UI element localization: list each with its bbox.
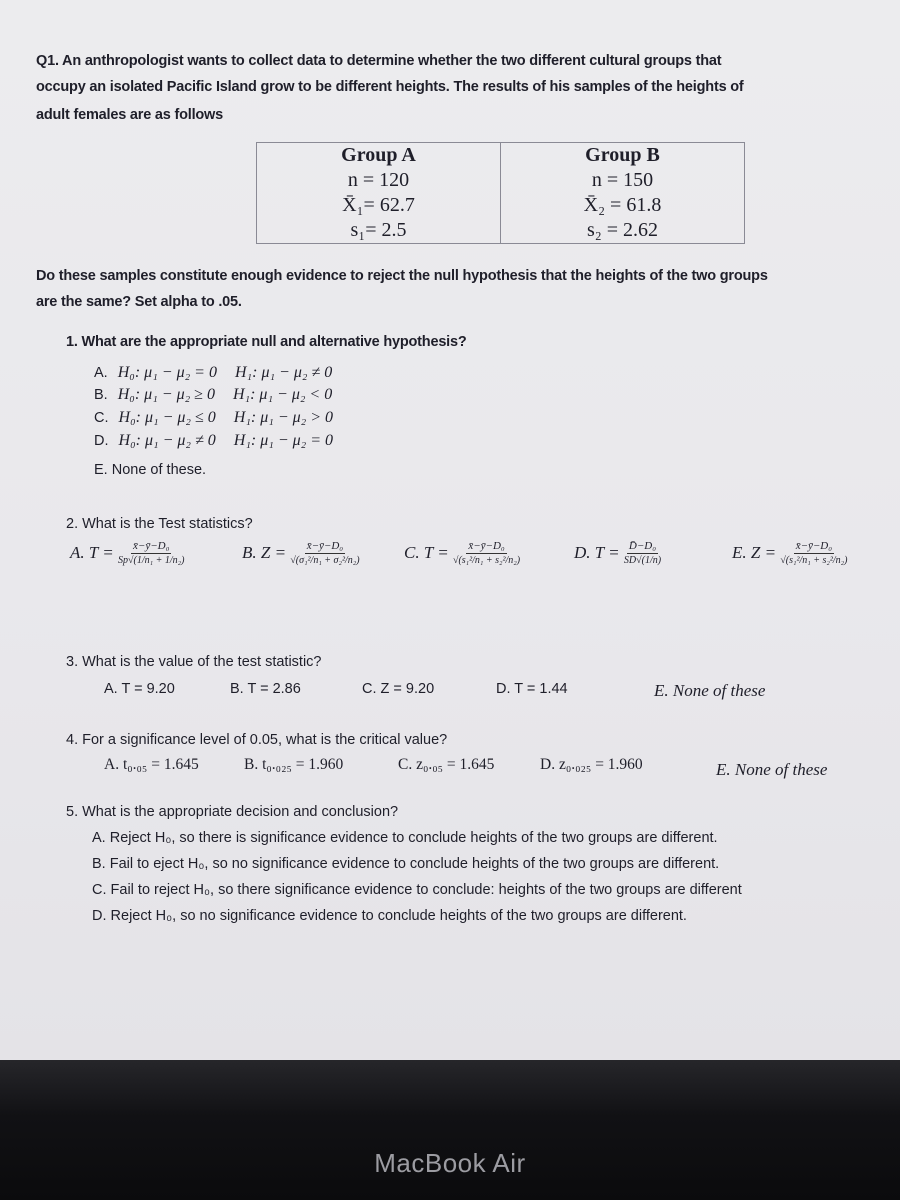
formula-numerator: x̄−ȳ−D₀ [133, 540, 170, 552]
group-a-mean: X̄₁= 62.7 [257, 193, 501, 218]
group-b-sd: s₂ = 2.62 [501, 218, 745, 244]
formula-fraction [453, 540, 520, 568]
q1-prompt: 1. What are the appropriate null and alternative hypothesis? [66, 334, 467, 350]
q4-prompt: 4. For a significance level of 0.05, what is the critical value? [66, 732, 448, 748]
sample-data-table [256, 142, 745, 244]
formula-fraction [780, 540, 847, 568]
group-a-sd: s₁= 2.5 [257, 218, 501, 244]
formula-label: B. Z = [242, 542, 287, 562]
formula-numerator: x̄−ȳ−D₀ [468, 540, 505, 552]
group-b-header: Group B [501, 143, 745, 169]
q2-prompt: 2. What is the Test statistics? [66, 516, 253, 532]
q4-option-c[interactable]: C. z₀.₀₅ = 1.645 [398, 756, 495, 773]
q5-prompt: 5. What is the appropriate decision and conclusion? [66, 804, 399, 820]
intro-line-3: adult females are as follows [36, 107, 223, 123]
q5-option-a[interactable]: A. Reject H₀, so there is significance evidence to conclude heights of the two groups are different. [92, 830, 718, 846]
alt-hypothesis: H₁: μ₁ − μ₂ = 0 [233, 432, 334, 449]
q1-option-c[interactable] [94, 409, 333, 427]
q1-option-e[interactable]: E. None of these. [94, 462, 207, 478]
intro-line-2: occupy an isolated Pacific Island grow to be different heights. The results of his samples of the heights of [36, 79, 744, 95]
formula-denominator: Sp√(1/n₁ + 1/n₂) [118, 555, 185, 566]
laptop-bezel [0, 1060, 900, 1200]
q2-option-e[interactable] [732, 540, 847, 568]
formula-label: C. T = [404, 542, 449, 562]
group-a-n: n = 120 [257, 168, 501, 193]
formula-fraction [624, 540, 661, 568]
q2-option-b[interactable] [242, 540, 360, 568]
q3-option-c[interactable]: C. Z = 9.20 [362, 681, 435, 697]
q4-option-e[interactable]: E. None of these [716, 760, 828, 779]
alt-hypothesis: H₁: μ₁ − μ₂ > 0 [233, 409, 334, 426]
q1-option-d[interactable] [94, 432, 333, 450]
formula-denominator: √(s₁²/n₁ + s₂²/n₂) [452, 555, 521, 566]
formula-fraction [118, 540, 184, 568]
null-hypothesis: H₀: μ₁ − μ₂ = 0 [117, 364, 217, 381]
q4-option-d[interactable]: D. z₀.₀₂₅ = 1.960 [540, 756, 643, 773]
alt-hypothesis: H₁: μ₁ − μ₂ ≠ 0 [235, 364, 333, 381]
option-letter: C. [94, 410, 109, 426]
formula-numerator: x̄−ȳ−D₀ [306, 540, 344, 552]
q2-option-a[interactable] [70, 540, 184, 568]
formula-numerator: x̄−ȳ−D₀ [795, 540, 833, 552]
q2-option-d[interactable] [574, 540, 661, 568]
formula-numerator: D̄−D₀ [628, 540, 657, 552]
option-letter: A. [94, 365, 108, 381]
q3-prompt: 3. What is the value of the test statistic? [66, 654, 322, 670]
q4-option-b[interactable]: B. t₀.₀₂₅ = 1.960 [244, 756, 344, 773]
q5-option-c[interactable]: C. Fail to reject H₀, so there significance evidence to conclude: heights of the two groups are different [92, 882, 742, 898]
formula-fraction [290, 540, 359, 568]
q3-option-e[interactable]: E. None of these [654, 681, 766, 700]
q1-option-b[interactable] [94, 386, 332, 404]
formula-label: D. T = [574, 542, 620, 562]
q4-option-a[interactable]: A. t₀.₀₅ = 1.645 [104, 756, 199, 773]
q3-option-d[interactable]: D. T = 1.44 [496, 681, 568, 697]
question-intro-line-2: are the same? Set alpha to .05. [36, 294, 242, 310]
alt-hypothesis: H₁: μ₁ − μ₂ < 0 [232, 386, 333, 403]
null-hypothesis: H₀: μ₁ − μ₂ ≤ 0 [118, 409, 216, 426]
group-a-header: Group A [257, 143, 501, 169]
question-intro-line-1: Do these samples constitute enough evidence to reject the null hypothesis that the heights of the two groups [36, 268, 768, 284]
option-letter: B. [94, 387, 108, 403]
q1-option-a[interactable] [94, 364, 332, 382]
q2-option-c[interactable] [404, 540, 520, 568]
group-b-mean: X̄₂ = 61.8 [501, 193, 745, 218]
device-label: MacBook Air [374, 1148, 526, 1178]
q3-option-a[interactable]: A. T = 9.20 [104, 681, 175, 697]
null-hypothesis: H₀: μ₁ − μ₂ ≠ 0 [118, 432, 216, 449]
option-letter: D. [94, 433, 109, 449]
q3-option-b[interactable]: B. T = 2.86 [230, 681, 301, 697]
formula-denominator: √(s₁²/n₁ + s₂²/n₂) [780, 555, 848, 566]
intro-line-1: Q1. An anthropologist wants to collect data to determine whether the two different cultural groups that [36, 53, 722, 69]
q5-option-b[interactable]: B. Fail to eject H₀, so no significance evidence to conclude heights of the two groups are different. [92, 856, 720, 872]
formula-label: A. T = [70, 542, 114, 562]
formula-denominator: SD√(1/n) [623, 555, 662, 566]
group-b-n: n = 150 [501, 168, 745, 193]
formula-label: E. Z = [732, 542, 777, 562]
null-hypothesis: H₀: μ₁ − μ₂ ≥ 0 [117, 386, 215, 403]
q5-option-d[interactable]: D. Reject H₀, so no significance evidence to conclude heights of the two groups are different. [92, 908, 687, 924]
formula-denominator: √(σ₁²/n₁ + σ₂²/n₂) [290, 555, 360, 566]
